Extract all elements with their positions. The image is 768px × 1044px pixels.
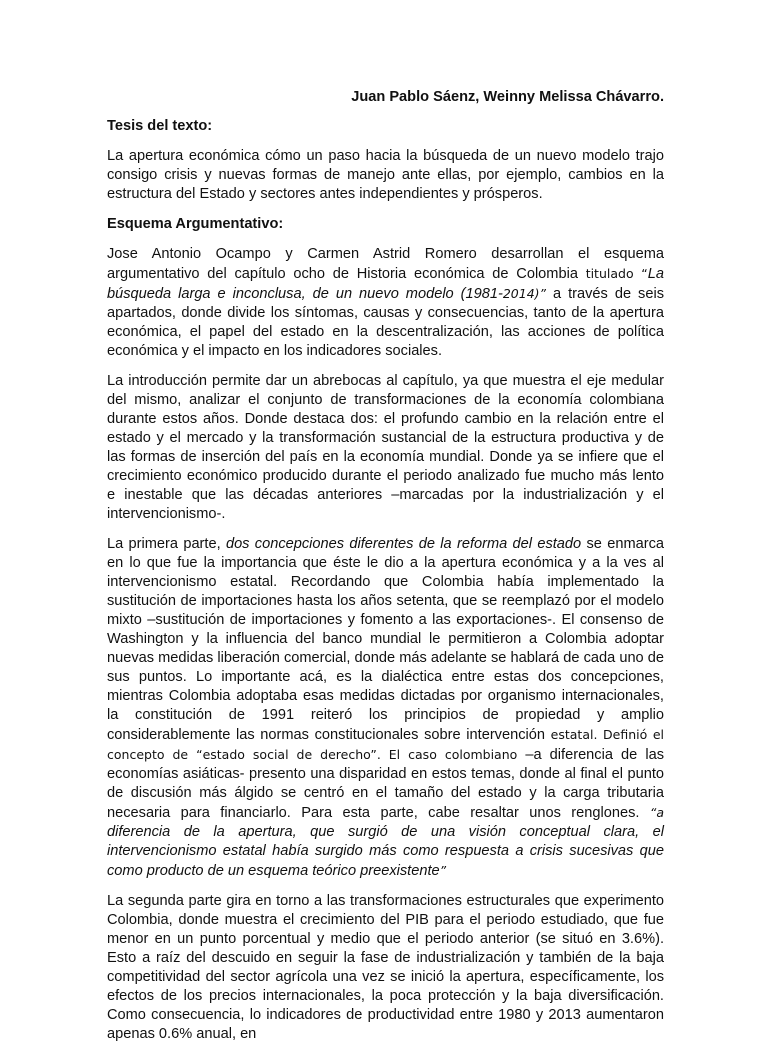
paragraph-4: La segunda parte gira en torno a las transformaciones estructurales que experimento Colombia, donde muestra el crecimiento del PIB para el periodo estudiado, que fue menor en un punto porcentual y medio que el periodo anterior (se situó en 3.6%). Esto a raíz del descuido en seguir la fase de industrialización y también de la baja competitividad del sector agrícola una vez se inició la apertura, específicamente, los efectos de los precios internacionales, la poca protección y la baja diversificación. Como consecuencia, lo indicadores de productividad entre 1980 y 2013 aumentaron apenas 0.6% anual, en <box>107 893 664 1042</box>
p1-chapter-year: 2014)” <box>502 286 547 301</box>
paragraph-3 <box>107 535 664 881</box>
thesis-heading: Tesis del texto: <box>107 118 213 134</box>
paragraph-1 <box>107 245 664 361</box>
authors-line: Juan Pablo Sáenz, Weinny Melissa Chávarro. <box>351 89 664 105</box>
p3-text-d: estatal. Definió el concepto de “estado social de derecho”. El caso colombiano <box>107 727 664 762</box>
p3-text-a: La primera parte, <box>107 536 226 552</box>
p1-text-b: titulado “ <box>585 266 648 281</box>
p3-section-title: dos concepciones diferentes de la reforma del estado <box>225 536 582 552</box>
p1-text-a: Jose Antonio Ocampo y Carmen Astrid Romero desarrollan el esquema argumentativo del capítulo ocho de Historia económica de Colombia <box>107 246 664 282</box>
p3-text-e: –a diferencia de las economías asiáticas- presento una disparidad en estos temas, donde al final el punto de discusión más álgido se centró en el tamaño del estado y la carga tributaria necesaria para financiarlo. Para esta parte, cabe resaltar unos renglones. <box>107 747 664 821</box>
scheme-heading: Esquema Argumentativo: <box>107 216 284 232</box>
p1-chapter-title: La búsqueda larga e inconclusa, de un nuevo modelo (1981- <box>107 266 664 302</box>
paragraph-2: La introducción permite dar un abrebocas al capítulo, ya que muestra el eje medular del mismo, analizar el conjunto de transformaciones de la economía colombiana durante estos años. Donde destaca dos: el profundo cambio en la relación entre el estado y el mercado y la transformación sustancial de la estructura productiva y de las formas de inserción del país en la economía mundial. Donde ya se infiere que el crecimiento económico producido durante el periodo analizado fue mucho más lento e inestable que las décadas anteriores –marcadas por la industrialización y el intervencionismo-. <box>107 373 664 522</box>
p1-text-e: a través de seis apartados, donde divide los síntomas, causas y consecuencias, tanto de la apertura económica, el papel del estado en la descentralización, las acciones de política económica y el impacto en los indicadores sociales. <box>107 286 664 359</box>
thesis-paragraph: La apertura económica cómo un paso hacia la búsqueda de un nuevo modelo trajo consigo crisis y nuevas formas de manejo ante ellas, por ejemplo, cambios en la estructura del Estado y sectores antes independientes y prósperos. <box>107 148 664 202</box>
p3-quote-open: “a <box>649 805 664 820</box>
p3-quote: diferencia de la apertura, que surgió de una visión conceptual clara, el intervencionismo estatal había surgido más como respuesta a crisis sucesivas que como producto de un esquema teórico preexistente <box>107 824 664 879</box>
p3-text-c: se enmarca en lo que fue la importancia que éste le dio a la apertura económica y a la ves al intervencionismo estatal. Recordando que Colombia había implementado la sustitución de importaciones hasta los años setenta, que se reemplazó por el modelo mixto –sustitución de importaciones y fomento a las exportaciones-. El consenso de Washington y la influencia del banco mundial le permitieron a Colombia adoptar nuevas medidas liberación comercial, donde más adelante se hablará de cada uno de sus puntos. Lo importante acá, es la dialéctica entre estas dos concepciones, mientras Colombia adoptaba esas medidas dictadas por organismo internacionales, la constitución de 1991 reiteró los principios de propiedad y amplio considerablemente las normas constitucionales sobre intervención <box>107 536 664 743</box>
p3-quote-close: ” <box>439 863 447 878</box>
